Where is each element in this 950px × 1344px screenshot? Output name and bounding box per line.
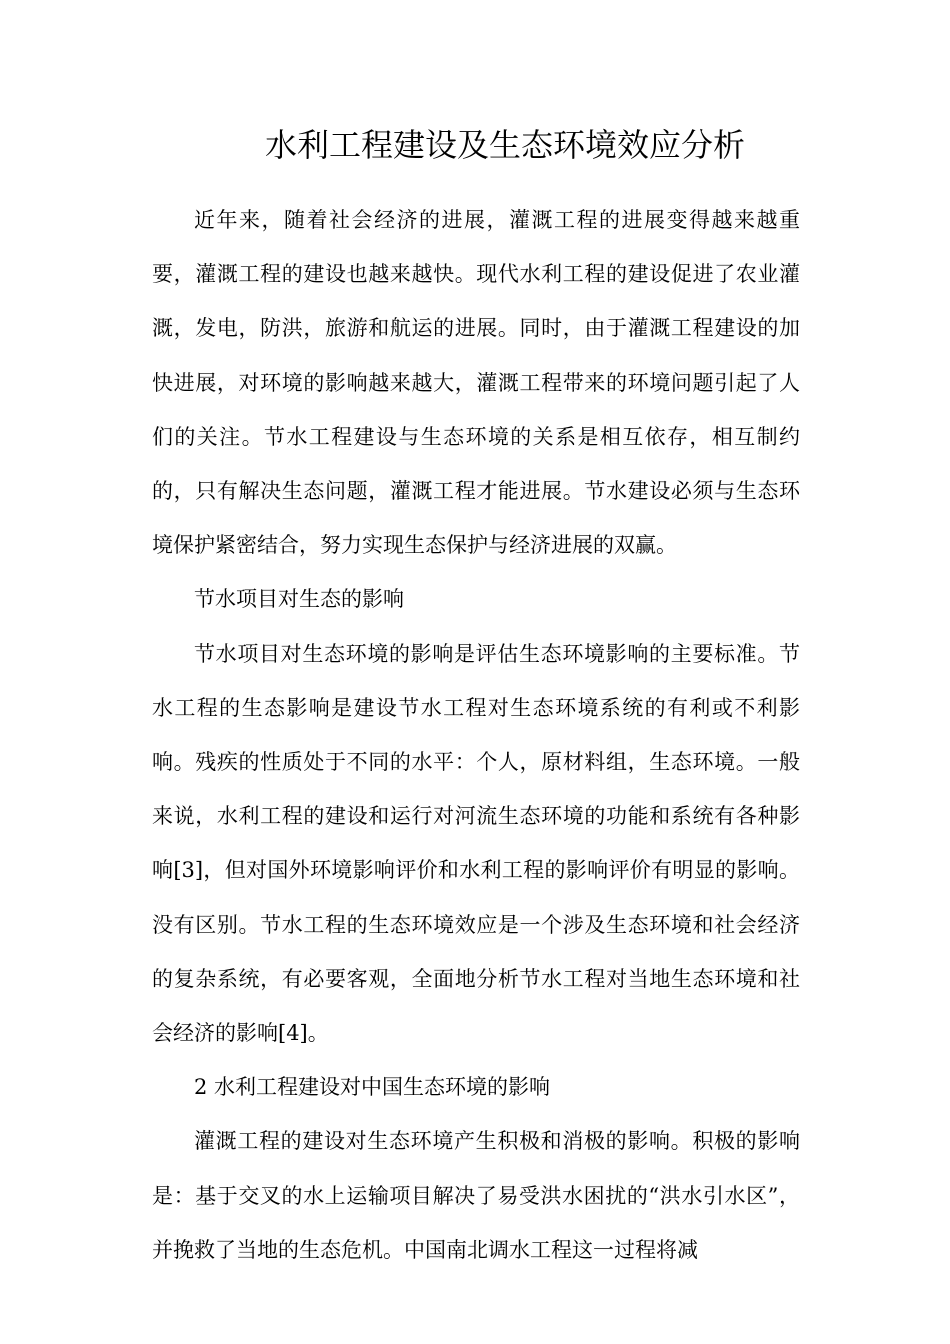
paragraph-china-impact: 灌溉工程的建设对生态环境产生积极和消极的影响。积极的影响是：基于交叉的水上运输项目解决了易受洪水困扰的“洪水引水区”，并挽救了当地的生态危机。中国南北调水工程这一过程将减: [152, 1129, 800, 1262]
section-heading-ecology-impact: 节水项目对生态的影响: [194, 587, 404, 612]
document-body: [152, 193, 800, 1277]
section-heading-china-impact: 2 水利工程建设对中国生态环境的影响: [194, 1075, 551, 1100]
paragraph-intro: 近年来，随着社会经济的进展，灌溉工程的进展变得越来越重要，灌溉工程的建设也越来越快。现代水利工程的建设促进了农业灌溉，发电，防洪，旅游和航运的进展。同时，由于灌溉工程建设的加快进展，对环境的影响越来越大，灌溉工程带来的环境问题引起了人们的关注。节水工程建设与生态环境的关系是相互依存，相互制约的，只有解决生态问题，灌溉工程才能进展。节水建设必须与生态环境保护紧密结合，努力实现生态保护与经济进展的双赢。: [152, 208, 800, 558]
document-title: 水利工程建设及生态环境效应分析: [264, 126, 745, 164]
paragraph-ecology-impact: 节水项目对生态环境的影响是评估生态环境影响的主要标准。节水工程的生态影响是建设节水工程对生态环境系统的有利或不利影响。残疾的性质处于不同的水平：个人，原材料组，生态环境。一般来说，水利工程的建设和运行对河流生态环境的功能和系统有各种影响[3]，但对国外环境影响评价和水利工程的影响评价有明显的影响。没有区别。节水工程的生态环境效应是一个涉及生态环境和社会经济的复杂系统，有必要客观，全面地分析节水工程对当地生态环境和社会经济的影响[4]。: [152, 641, 800, 1046]
